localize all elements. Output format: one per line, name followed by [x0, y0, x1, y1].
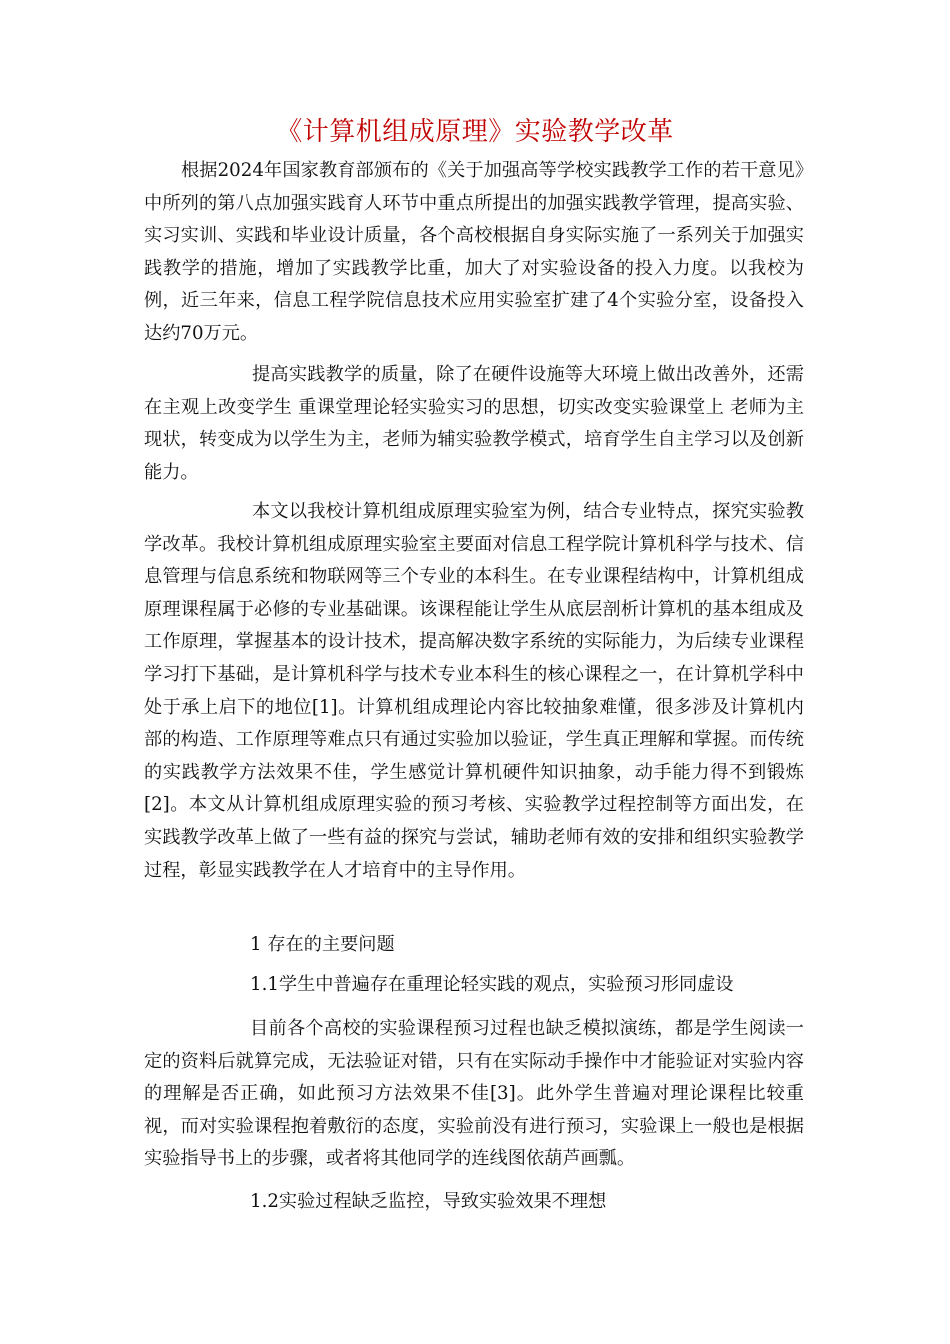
- section-1-2-heading: 1.2实验过程缺乏监控，导致实验效果不理想: [250, 1191, 607, 1212]
- paragraph-lab-reform: 本文以我校计算机组成原理实验室为例，结合专业特点，探究实验教学改革。我校计算机组成原理实验室主要面对信息工程学院计算机科学与技术、信息管理与信息系统和物联网等三个专业的本科生。在专业课程结构中，计算机组成原理课程属于必修的专业基础课。该课程能让学生从底层剖析计算机的基本组成及工作原理，掌握基本的设计技术，提高解决数字系统的实际能力，为后续专业课程学习打下基础，是计算机科学与技术专业本科生的核心课程之一，在计算机学科中处于承上启下的地位[1]。计算机组成理论内容比较抽象难懂，很多涉及计算机内部的构造、工作原理等难点只有通过实验加以验证，学生真正理解和掌握。而传统的实践教学方法效果不佳，学生感觉计算机硬件知识抽象，动手能力得不到锻炼[2]。本文从计算机组成原理实验的预习考核、实验教学过程控制等方面出发，在实践教学改革上做了一些有益的探究与尝试，辅助老师有效的安排和组织实验教学过程，彰显实践教学在人才培育中的主导作用。: [144, 501, 804, 881]
- section-1-heading: 1 存在的主要问题: [250, 934, 395, 955]
- document-title: 《计算机组成原理》实验教学改革: [276, 117, 674, 147]
- paragraph-practice-quality: 提高实践教学的质量，除了在硬件设施等大环境上做出改善外，还需在主观上改变学生 重课堂理论轻实验实习的思想，切实改变实验课堂上 老师为主现状，转变成为以学生为主，老师为辅实验教学模式，培育学生自主学习以及创新能力。: [144, 364, 804, 483]
- paragraph-intro: 根据2024年国家教育部颁布的《关于加强高等学校实践教学工作的若干意见》中所列的第八点加强实践育人环节中重点所提出的加强实践教学管理，提高实验、实习实训、实践和毕业设计质量，各个高校根据自身实际实施了一系列关于加强实践教学的措施，增加了实践教学比重，加大了对实验设备的投入力度。以我校为例，近三年来，信息工程学院信息技术应用实验室扩建了4个实验分室，设备投入达约70万元。: [144, 160, 804, 344]
- section-1-1-heading: 1.1学生中普遍存在重理论轻实践的观点，实验预习形同虚设: [250, 974, 734, 995]
- section-1-1-paragraph: 目前各个高校的实验课程预习过程也缺乏模拟演练，都是学生阅读一定的资料后就算完成，无法验证对错，只有在实际动手操作中才能验证对实验内容的理解是否正确，如此预习方法效果不佳[3]。此外学生普遍对理论课程比较重视，而对实验课程抱着敷衍的态度，实验前没有进行预习，实验课上一般也是根据实验指导书上的步骤，或者将其他同学的连线图依葫芦画瓢。: [144, 1018, 804, 1170]
